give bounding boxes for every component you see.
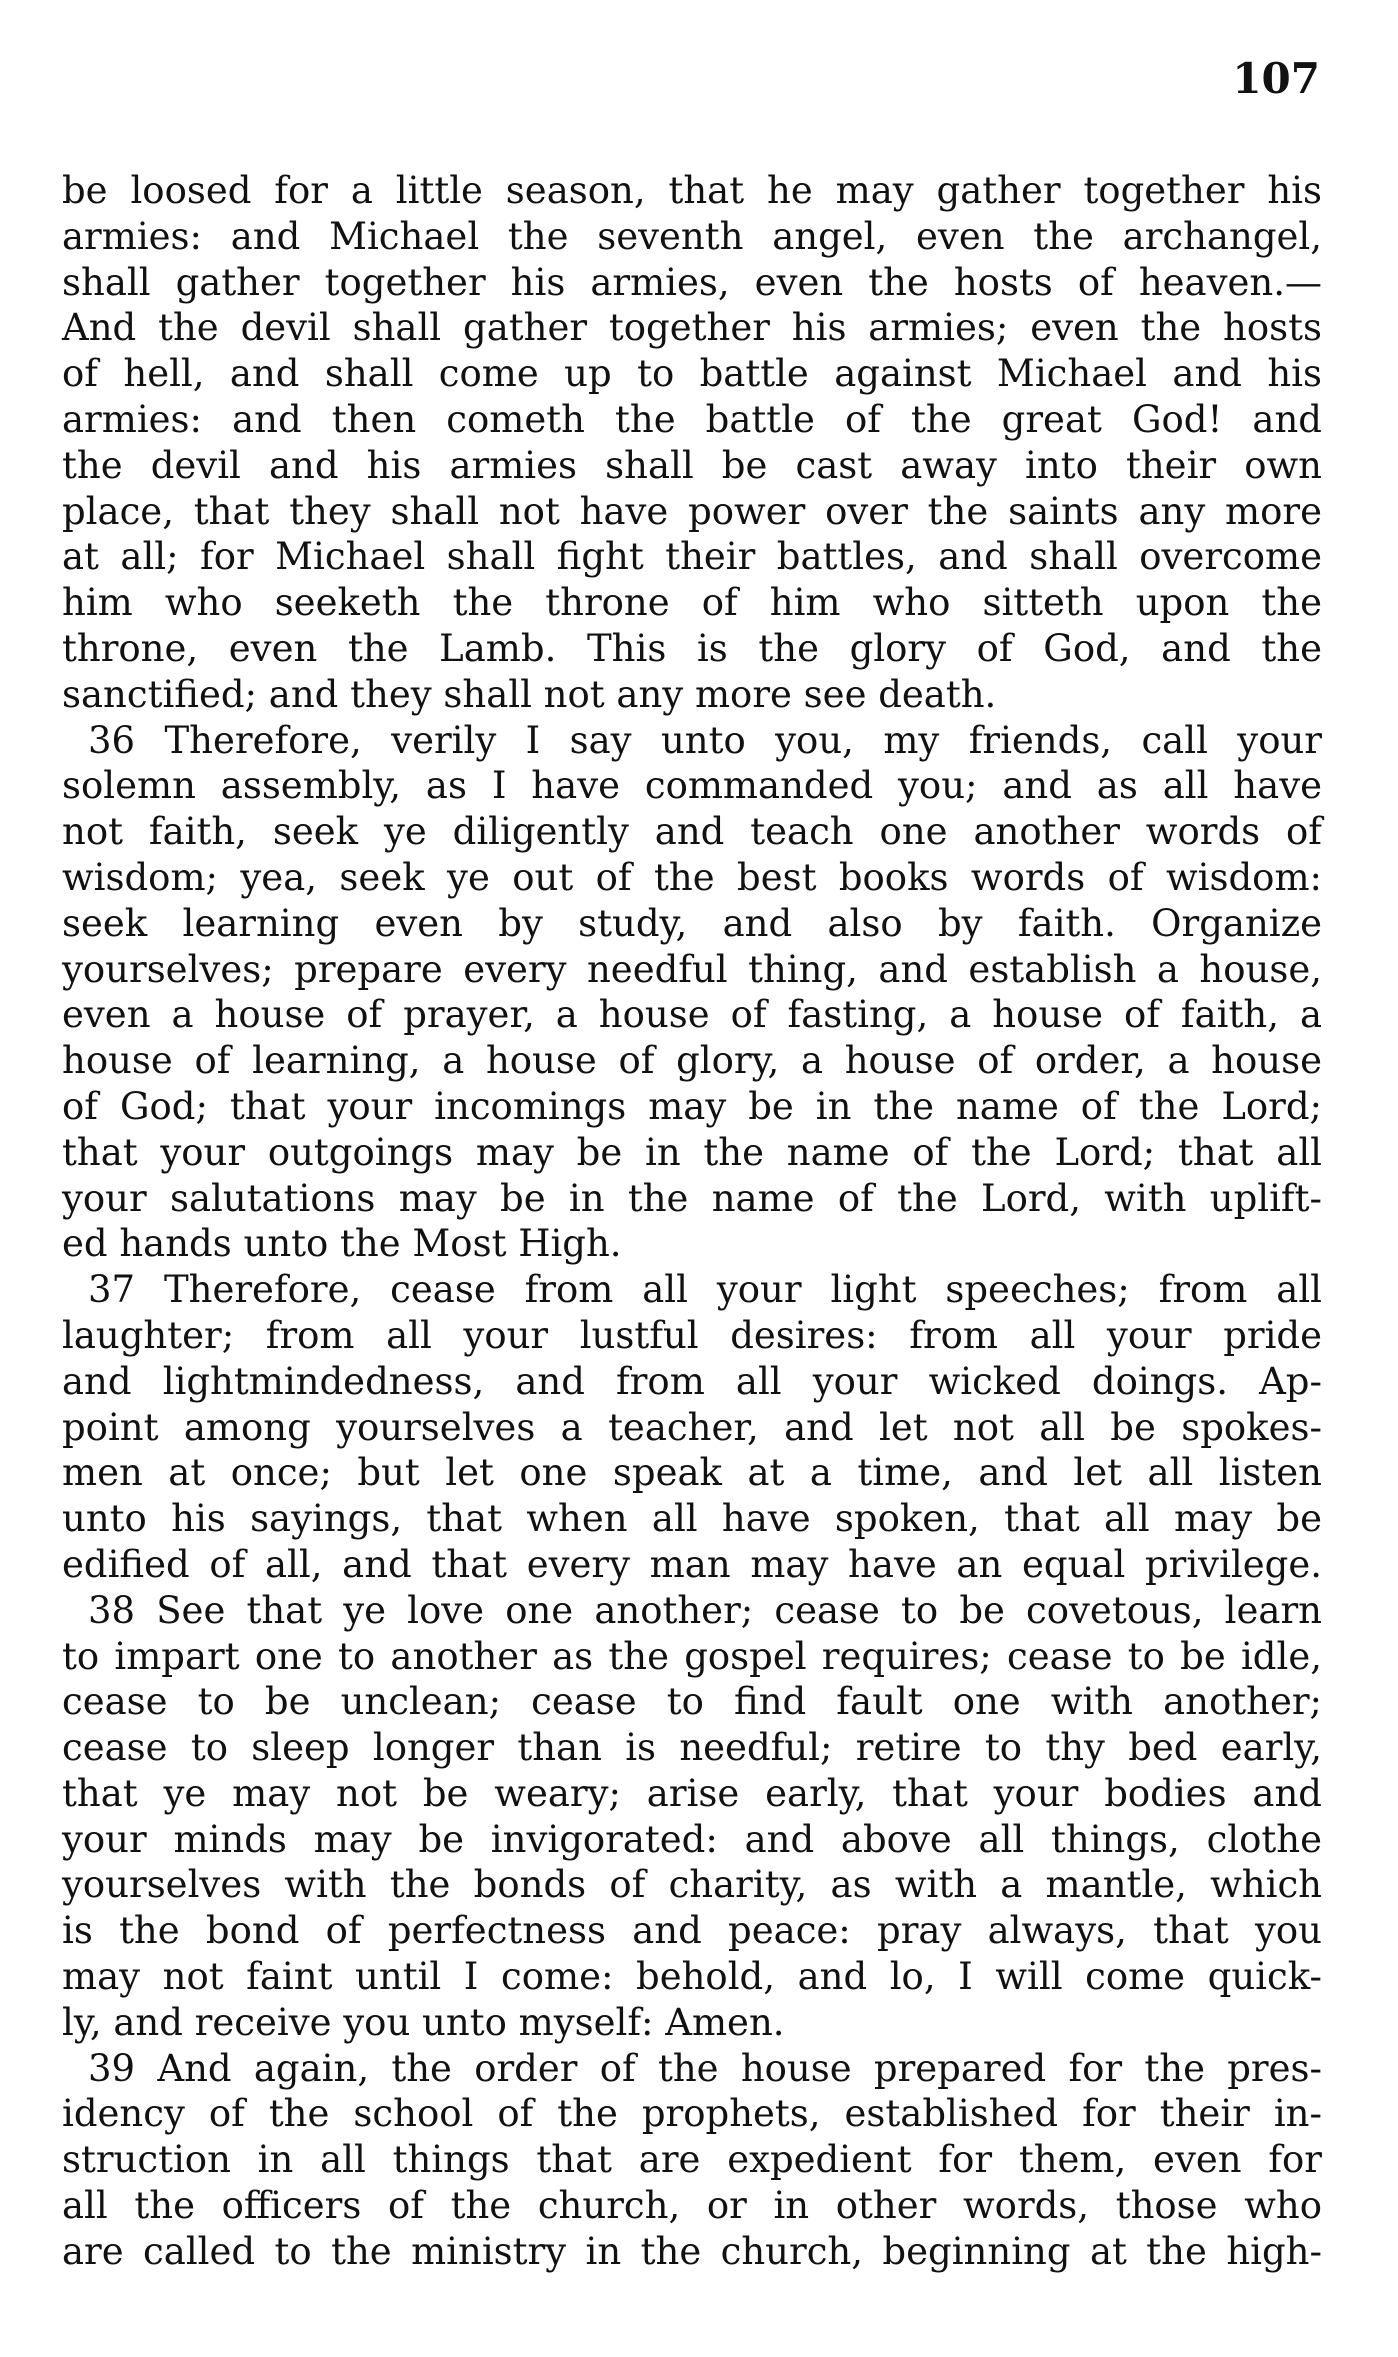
scripture-text [62, 168, 1322, 2275]
text-line: house of learning, a house of glory, a house of order, a house [62, 1039, 1322, 1083]
text-line: and lightmindedness, and from all your wicked doings. Ap- [62, 1359, 1322, 1403]
text-line: unto his sayings, that when all have spoken, that all may be [62, 1497, 1322, 1541]
text-line: laughter; from all your lustful desires: from all your pride [62, 1313, 1322, 1357]
text-line: sanctified; and they shall not any more see death. [62, 672, 997, 716]
text-line: yourselves with the bonds of charity, as with a mantle, which [62, 1863, 1322, 1907]
text-line: idency of the school of the prophets, established for their in- [62, 2092, 1322, 2136]
text-line: point among yourselves a teacher, and let not all be spokes- [62, 1405, 1322, 1449]
page-number: 107 [1232, 54, 1320, 103]
verse-38-line: 38 See that ye love one another; cease to be covetous, learn [88, 1588, 1322, 1632]
text-line: yourselves; prepare every needful thing, and establish a house, [62, 947, 1322, 991]
verse-39-line: 39 And again, the order of the house prepared for the pres- [88, 2046, 1322, 2090]
text-line: shall gather together his armies, even the hosts of heaven.— [62, 260, 1322, 304]
text-line: that your outgoings may be in the name of the Lord; that all [62, 1130, 1322, 1174]
text-line: men at once; but let one speak at a time, and let all listen [62, 1451, 1322, 1495]
text-line: ed hands unto the Most High. [62, 1222, 622, 1266]
text-line: are called to the ministry in the church, beginning at the high- [62, 2229, 1322, 2273]
text-line: at all; for Michael shall fight their battles, and shall overcome [62, 535, 1322, 579]
text-line: of hell, and shall come up to battle against Michael and his [62, 352, 1322, 396]
text-line: place, that they shall not have power over the saints any more [62, 489, 1322, 533]
text-line: edified of all, and that every man may have an equal privilege. [62, 1542, 1322, 1586]
text-line: seek learning even by study, and also by faith. Organize [62, 901, 1322, 945]
text-line: your minds may be invigorated: and above all things, clothe [62, 1817, 1322, 1861]
text-line: may not faint until I come: behold, and lo, I will come quick- [62, 1955, 1322, 1999]
verse-36-line: 36 Therefore, verily I say unto you, my friends, call your [88, 718, 1322, 762]
text-line: be loosed for a little season, that he may gather together his [62, 169, 1322, 212]
text-line: armies: and then cometh the battle of the great God! and [62, 397, 1322, 441]
text-line: to impart one to another as the gospel requires; cease to be idle, [62, 1634, 1322, 1678]
text-line: wisdom; yea, seek ye out of the best books words of wisdom: [62, 855, 1322, 899]
text-line: that ye may not be weary; arise early, that your bodies and [62, 1771, 1322, 1815]
text-line: throne, even the Lamb. This is the glory of God, and the [62, 626, 1322, 670]
text-line: cease to be unclean; cease to find fault one with another; [62, 1680, 1322, 1724]
text-line: struction in all things that are expedient for them, even for [62, 2138, 1322, 2182]
verse-37-line: 37 Therefore, cease from all your light speeches; from all [88, 1268, 1322, 1312]
text-line: is the bond of perfectness and peace: pray always, that you [62, 1909, 1322, 1953]
text-line: him who seeketh the throne of him who sitteth upon the [62, 581, 1322, 625]
text-line: solemn assembly, as I have commanded you; and as all have [62, 764, 1322, 808]
text-line: of God; that your incomings may be in the name of the Lord; [62, 1084, 1322, 1128]
text-line: your salutations may be in the name of the Lord, with uplift- [62, 1176, 1322, 1220]
text-line: not faith, seek ye diligently and teach one another words of [62, 810, 1322, 854]
text-line: all the officers of the church, or in other words, those who [62, 2184, 1322, 2228]
text-line: the devil and his armies shall be cast away into their own [62, 443, 1322, 487]
text-line: armies: and Michael the seventh angel, even the archangel, [62, 214, 1322, 258]
text-line: ly, and receive you unto myself: Amen. [62, 2000, 785, 2044]
text-line: And the devil shall gather together his armies; even the hosts [62, 306, 1322, 350]
text-line: even a house of prayer, a house of fasting, a house of faith, a [62, 993, 1322, 1037]
text-line: cease to sleep longer than is needful; retire to thy bed early, [62, 1726, 1322, 1770]
